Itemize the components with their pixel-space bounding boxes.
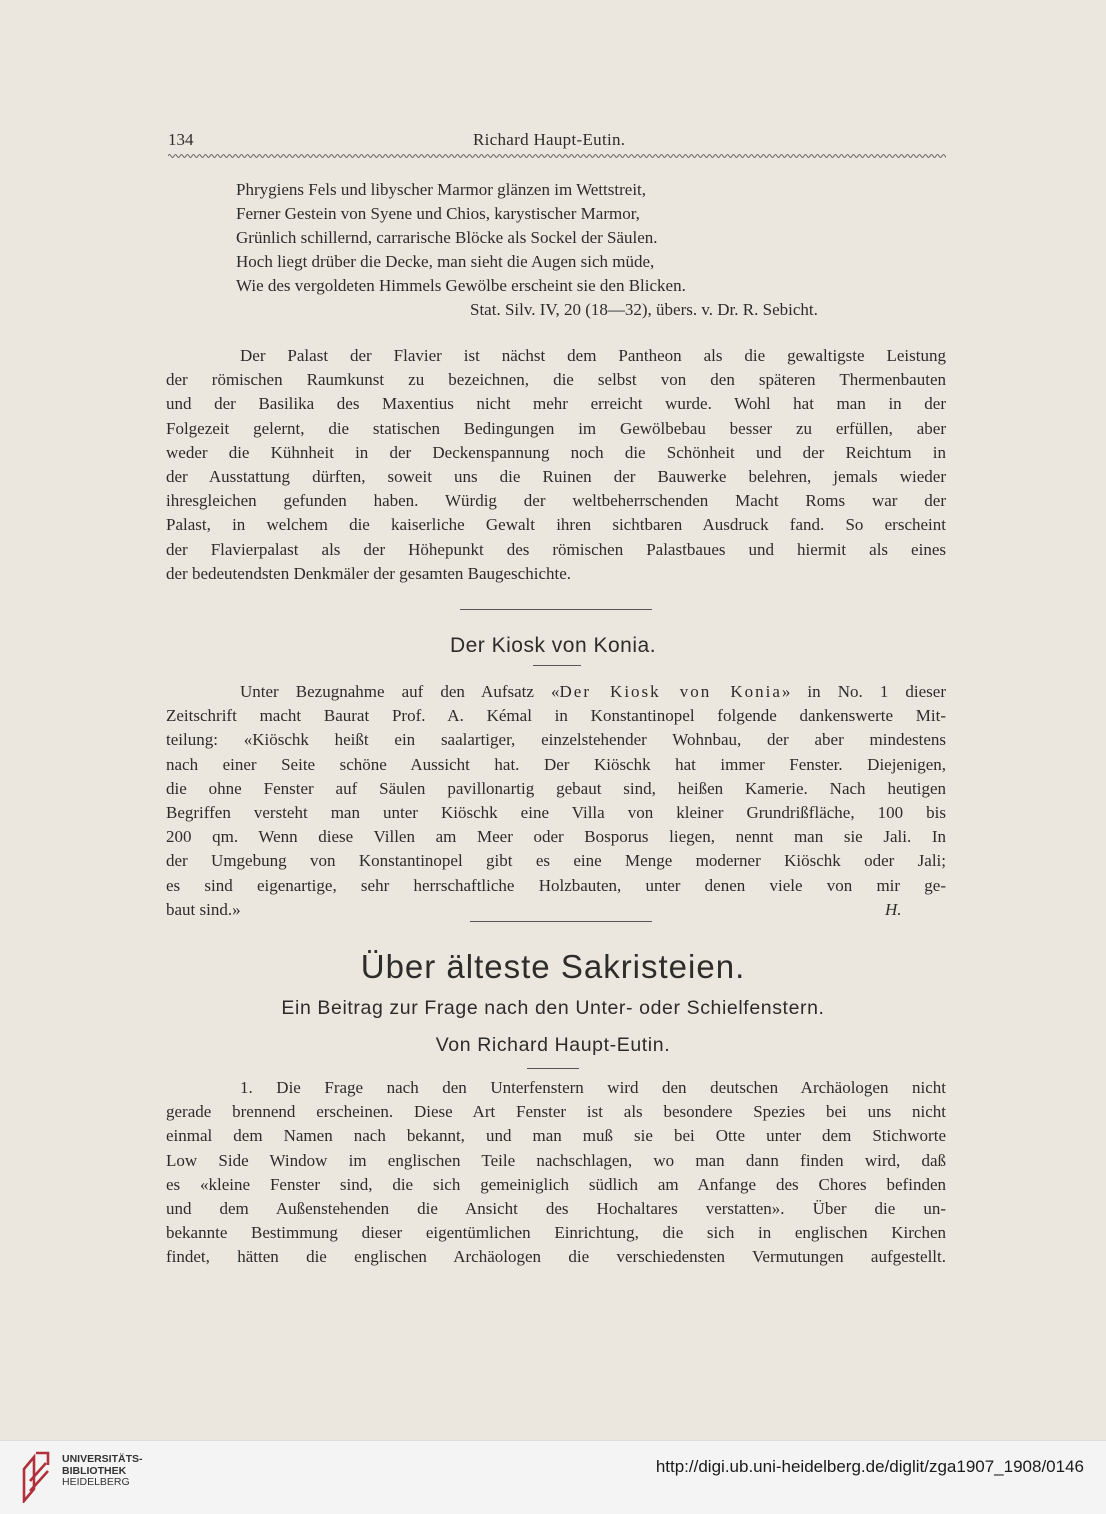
text-line: Begriffen versteht man unter Kiöschk eine Villa von kleiner Grundrißfläche, 100 bis (166, 802, 946, 822)
text-line: Folgezeit gelernt, die statischen Bedingungen im Gewölbebau besser zu erfüllen, aber (166, 418, 946, 438)
text-line (166, 680, 946, 704)
text-line: nach einer Seite schöne Aussicht hat. Der Kiöschk hat immer Fenster. Diejenigen, (166, 754, 946, 774)
text-line: es sind eigenartige, sehr herrschaftliche Holzbauten, unter denen viele von mir ge- (166, 875, 946, 895)
verse-line: Ferner Gestein von Syene und Chios, karystischer Marmor, (236, 204, 640, 223)
text-line: Palast, in welchem die kaiserliche Gewalt ihren sichtbaren Ausdruck fand. So erscheint (166, 515, 946, 535)
verse-line: Phrygiens Fels und libyscher Marmor glänzen im Wettstreit, (236, 180, 647, 199)
page-header (168, 124, 946, 154)
text-line: Zeitschrift macht Baurat Prof. A. Kémal in Konstantinopel folgende dankenswerte Mit- (166, 706, 946, 726)
text-line: 1. Die Frage nach den Unterfenstern wird den deutschen Archäologen nicht (240, 1078, 946, 1097)
spaced-title: Der Kiosk von Konia (559, 682, 782, 701)
library-logo-icon (20, 1447, 52, 1503)
kiosk-last-line: baut sind.» (166, 900, 241, 919)
text-line: Der Palast der Flavier ist nächst dem Pantheon als die gewaltigste Leistung (240, 346, 946, 365)
verse-line: Hoch liegt drüber die Decke, man sieht die Augen sich müde, (236, 252, 655, 271)
text-fragment: » in No. 1 dieser (781, 682, 946, 701)
text-line: teilung: «Kiöschk heißt ein saalartiger, einzelstehender Wohnbau, der aber mindestens (166, 730, 946, 750)
text-line: Low Side Window im englischen Teile nachschlagen, wo man dann finden wird, daß (166, 1150, 946, 1170)
author-signature: H. (885, 900, 902, 919)
text-fragment: Unter Bezugnahme auf den Aufsatz « (240, 682, 560, 701)
text-line: und dem Außenstehenden die Ansicht des Hochaltares verstatten». Über die un- (166, 1198, 946, 1218)
permalink-url[interactable]: http://digi.ub.uni-heidelberg.de/diglit/zga1907_1908/0146 (655, 1457, 1084, 1476)
article-title: Über älteste Sakristeien. (360, 948, 746, 985)
text-line: einmal dem Namen nach bekannt, und man muß sie bei Otte unter dem Stichworte (166, 1126, 946, 1146)
text-line: und der Basilika des Maxentius nicht mehr erreicht wurde. Wohl hat man in der (166, 394, 946, 414)
header-wavy-rule (168, 152, 946, 160)
section-divider (460, 609, 652, 610)
running-title: Richard Haupt-Eutin. (473, 130, 626, 149)
verse-line: Grünlich schillernd, carrarische Blöcke als Sockel der Säulen. (236, 228, 658, 247)
library-footer (0, 1440, 1106, 1514)
text-line: findet, hätten die englischen Archäologen die verschiedensten Vermutungen aufgestellt. (166, 1247, 946, 1267)
text-line: gerade brennend erscheinen. Diese Art Fenster ist als besondere Spezies bei uns nicht (166, 1102, 946, 1122)
text-line: weder die Kühnheit in der Deckenspannung noch die Schönheit und der Reichtum in (166, 442, 946, 462)
verse-citation: Stat. Silv. IV, 20 (18—32), übers. v. Dr. R. Sebicht. (470, 300, 818, 319)
text-line: der Ausstattung dürften, soweit uns die Ruinen der Bauwerke belehren, jemals wieder (166, 466, 946, 486)
text-line: die ohne Fenster auf Säulen pavillonartig gebaut sind, heißen Kamerie. Nach heutigen (166, 778, 946, 798)
text-line: es «kleine Fenster sind, die sich gemeiniglich südlich am Anfange des Chores befinden (166, 1174, 946, 1194)
text-line: bekannte Bestimmung dieser eigentümlichen Einrichtung, die sich in englischen Kirchen (166, 1223, 946, 1243)
article-subtitle: Ein Beitrag zur Frage nach den Unter- oder Schielfenstern. (281, 997, 825, 1019)
library-logo-text (62, 1454, 143, 1489)
paragraph-flavier-palace (166, 344, 946, 586)
text-line: 200 qm. Wenn diese Villen am Meer oder Bosporus liegen, nennt man sie Jali. In (166, 827, 946, 847)
logo-line: HEIDELBERG (62, 1476, 130, 1488)
text-line: der römischen Raumkunst zu bezeichnen, die selbst von den späteren Thermenbauten (166, 370, 946, 390)
paragraph-sakristeien (166, 1076, 946, 1270)
text-line: der Umgebung von Konstantinopel gibt es eine Menge moderner Kiöschk oder Jali; (166, 851, 946, 871)
text-line: ihresgleichen gefunden haben. Würdig der weltbeherrschenden Macht Roms war der (166, 491, 946, 511)
verse-block (236, 178, 936, 298)
logo-line: UNIVERSITÄTS- (62, 1453, 143, 1465)
heading-underline (527, 1068, 579, 1069)
section-divider (470, 921, 652, 922)
verse-line: Wie des vergoldeten Himmels Gewölbe erscheint sie den Blicken. (236, 276, 686, 295)
heading-underline (533, 665, 581, 666)
logo-line: BIBLIOTHEK (62, 1464, 127, 1477)
article-byline: Von Richard Haupt-Eutin. (435, 1034, 671, 1056)
text-line: der bedeutendsten Denkmäler der gesamten Baugeschichte. (166, 563, 572, 583)
page-number: 134 (168, 130, 194, 149)
text-line: der Flavierpalast als der Höhepunkt des römischen Palastbaues und hiermit als eines (166, 539, 946, 559)
kiosk-heading: Der Kiosk von Konia. (449, 634, 657, 657)
paragraph-kiosk (166, 680, 946, 898)
